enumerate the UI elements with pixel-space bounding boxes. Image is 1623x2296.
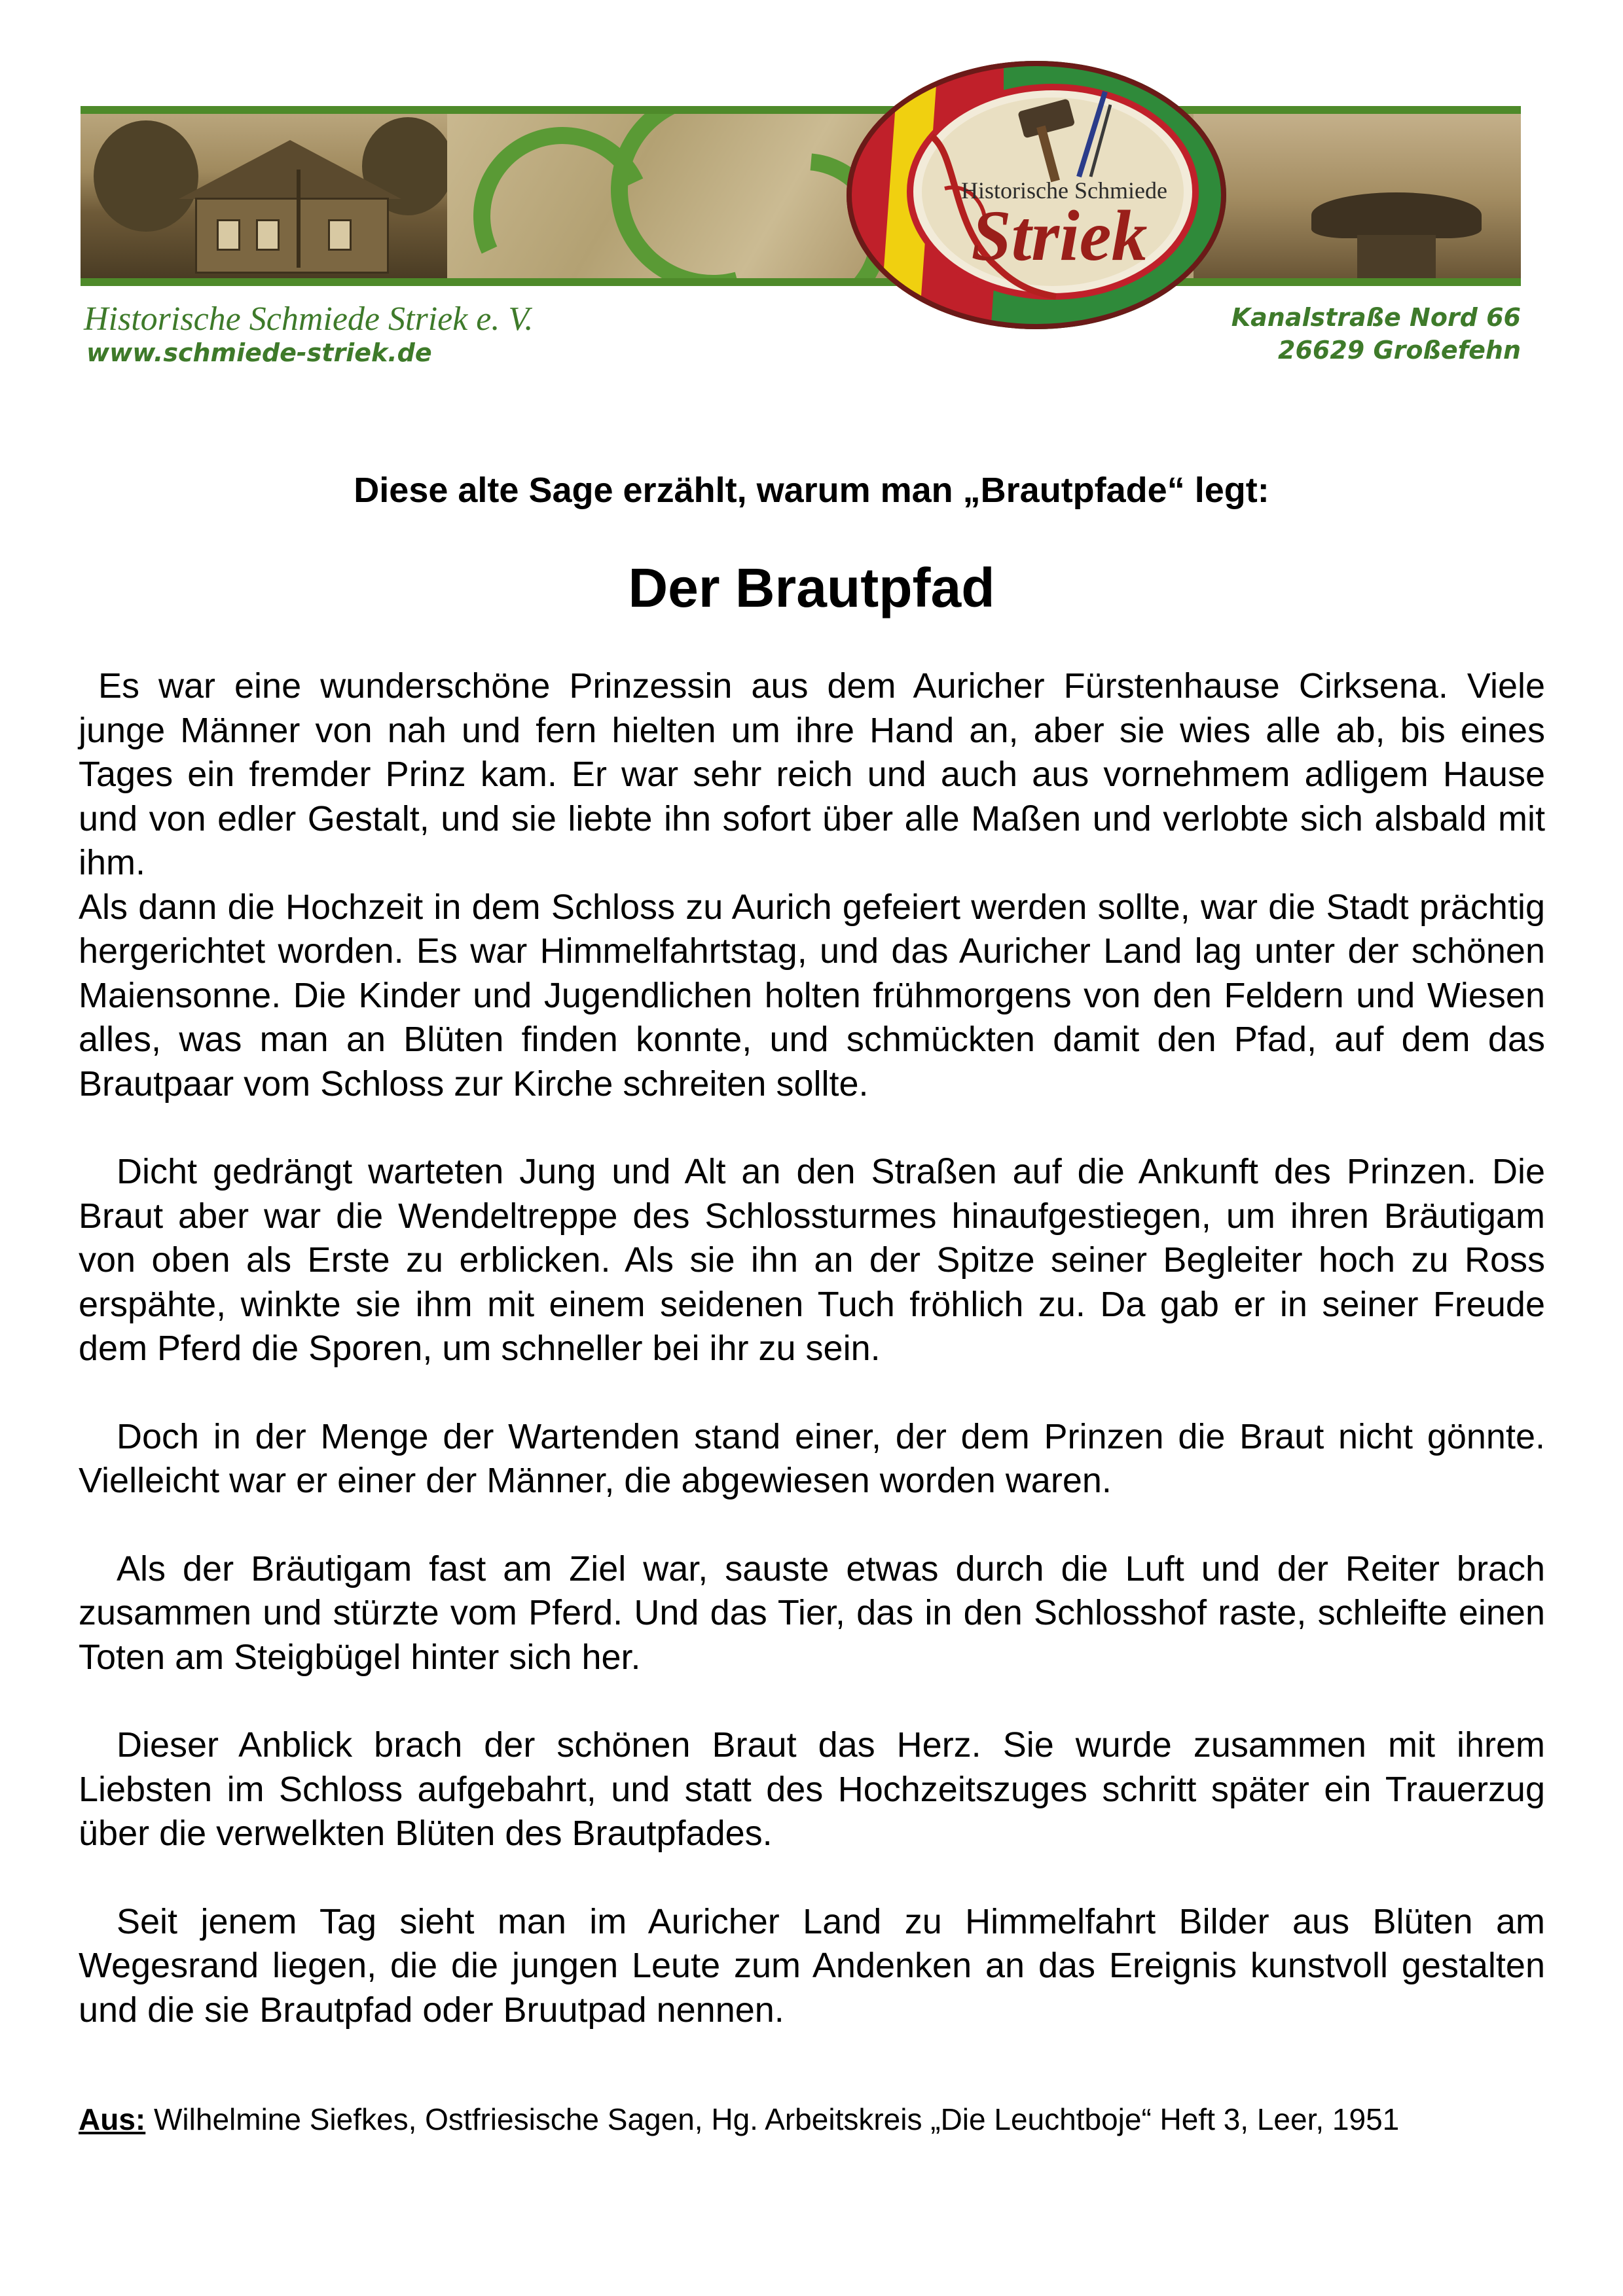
emblem-text-top: Historische Schmiede: [961, 177, 1167, 204]
house-window: [217, 219, 240, 251]
source-text: Wilhelmine Siefkes, Ostfriesische Sagen, Hg. Arbeitskreis „Die Leuchtboje“ Heft 3, Leer, 1951: [154, 2102, 1400, 2136]
hammer-icon: [1007, 85, 1112, 183]
anvil-base: [1357, 235, 1436, 281]
photo-anvil: [1194, 114, 1521, 278]
story-paragraph: Als der Bräutigam fast am Ziel war, sauste etwas durch die Luft und der Reiter brach zusammen und stürzte vom Pferd. Und das Tier, das in den Schlosshof raste, schleifte einen Toten am Steigbügel hinter sich her.: [79, 1549, 1545, 1677]
emblem-logo: [840, 58, 1233, 332]
house-body: [195, 198, 389, 274]
house-roof: [179, 140, 401, 199]
story-paragraph: Es war eine wunderschöne Prinzessin aus dem Auricher Fürstenhause Cirksena. Viele junge Männer von nah und fern hielten um ihre Hand an, aber sie wies alle ab, bis eines Tages ein fremder Prinz kam. Er war sehr reich und auch aus vornehmem adligem Hause und von edler Gestalt, und sie liebte ihn sofort über alle Maßen und verlobte sich alsbald mit ihm.: [79, 666, 1545, 882]
source-label: Aus:: [79, 2102, 146, 2136]
story-paragraph: Seit jenem Tag sieht man im Auricher Land zu Himmelfahrt Bilder aus Blüten am Wegesrand liegen, die die jungen Leute zum Andenken an das Ereignis kunstvoll gestalten und die sie Brautpfad oder Bruutpad nennen.: [79, 1901, 1545, 2030]
header-banner: [81, 98, 1521, 295]
house-window: [328, 219, 352, 251]
house-window: [256, 219, 280, 251]
story-paragraph: Als dann die Hochzeit in dem Schloss zu Aurich gefeiert werden sollte, war die Stadt prächtig hergerichtet worden. Es war Himmelfahrtstag, und das Auricher Land lag unter der schönen Maiensonne. Die Kinder und Jugendlichen holten frühmorgens von den Feldern und Wiesen alles, was man an Blüten finden konnte, und schmückten damit den Pfad, auf dem das Brautpaar vom Schloss zur Kirche schreiten sollte.: [79, 887, 1545, 1103]
story-paragraph: Dicht gedrängt warteten Jung und Alt an den Straßen auf die Ankunft des Prinzen. Die Braut aber war die Wendeltreppe des Schlossturmes hinaufgestiegen, um ihren Bräutigam von oben als Erste zu erblicken. Als sie ihn an der Spitze seiner Begleiter hoch zu Ross erspähte, winkte sie ihm mit einem seidenen Tuch fröhlich zu. Da gab er in seiner Freude dem Pferd die Sporen, um schneller bei ihr zu sein.: [79, 1152, 1545, 1368]
club-website-link[interactable]: www.schmiede-striek.de: [86, 338, 432, 367]
photo-forge-house: [81, 114, 447, 278]
banner-photo-strip: [81, 106, 1521, 286]
source-citation: [79, 2100, 1552, 2139]
article-title: Der Brautpfad: [628, 557, 995, 619]
article-intro: Diese alte Sage erzählt, warum man „Brautpfade“ legt:: [354, 471, 1269, 510]
photo-wrought-iron: [447, 114, 905, 278]
emblem-text-main: Striek: [971, 196, 1148, 276]
club-address: [1231, 301, 1521, 367]
address-city: 26629 Großefehn: [1278, 336, 1521, 365]
anvil-shape: [1311, 192, 1482, 238]
street-lamp: [297, 170, 301, 268]
story-paragraph: Doch in der Menge der Wartenden stand einer, der dem Prinzen die Braut nicht gönnte. Vielleicht war er einer der Männer, die abgewiesen worden waren.: [79, 1416, 1545, 1500]
story-paragraph: Dieser Anblick brach der schönen Braut das Herz. Sie wurde zusammen mit ihrem Liebsten im Schloss aufgebahrt, und statt des Hochzeitszuges schritt später ein Trauerzug über die verwelkten Blüten des Brautpfades.: [79, 1725, 1545, 1853]
story-body: [79, 664, 1545, 2076]
address-street: Kanalstraße Nord 66: [1231, 303, 1521, 332]
club-name: Historische Schmiede Striek e. V.: [84, 300, 534, 338]
